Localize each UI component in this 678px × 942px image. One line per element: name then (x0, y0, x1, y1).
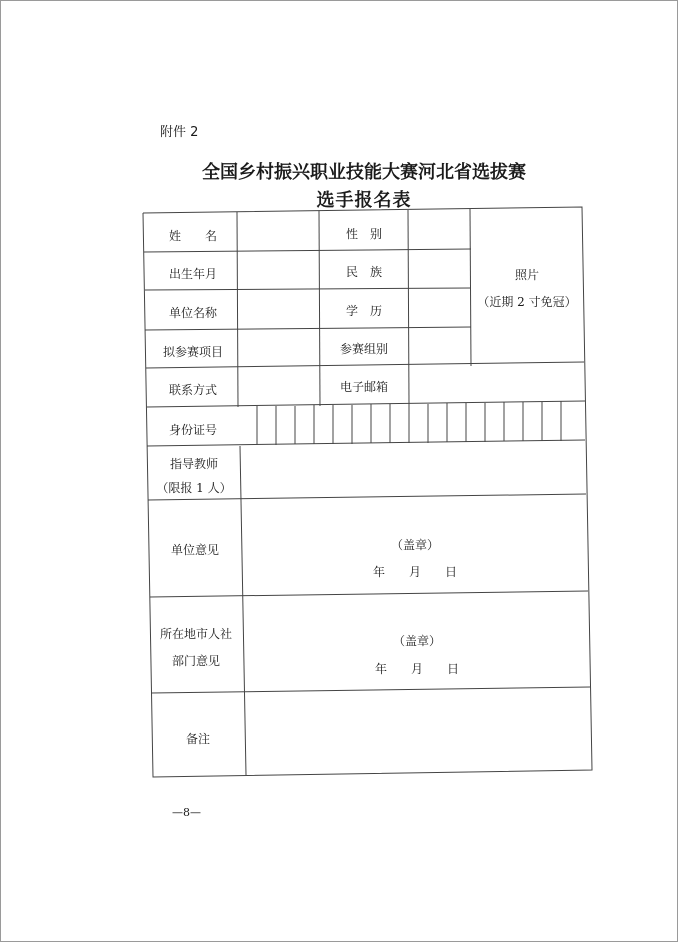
birth-label: 出生年月 (168, 267, 217, 281)
group-label: 参赛组别 (339, 342, 388, 356)
unit-seal: （盖章） (390, 538, 439, 552)
email-label: 电子邮箱 (339, 380, 388, 394)
attachment-label: 附件 2 (160, 125, 199, 140)
hr-seal: （盖章） (392, 634, 441, 648)
teacher-limit-label: （限报 1 人） (156, 481, 232, 495)
gender-label: 性 别 (345, 227, 382, 241)
contact-label: 联系方式 (168, 383, 217, 397)
remarks-label: 备注 (185, 732, 210, 746)
unit-opinion-label: 单位意见 (170, 543, 219, 557)
id-label: 身份证号 (168, 423, 217, 437)
hr-opinion-label-2: 部门意见 (171, 654, 220, 668)
photo-note: （近期 2 寸免冠） (477, 295, 577, 309)
photo-label: 照片 (514, 268, 539, 282)
hr-date: 年 月 日 (374, 662, 459, 676)
unit-label: 单位名称 (168, 306, 217, 320)
unit-date: 年 月 日 (372, 565, 457, 579)
ethnicity-label: 民 族 (345, 265, 382, 279)
name-label: 姓 名 (168, 229, 217, 243)
form-subtitle: 选手报名表 (316, 190, 412, 211)
hr-opinion-label: 所在地市人社 (159, 627, 232, 641)
form-title: 全国乡村振兴职业技能大赛河北省选拔赛 (202, 162, 526, 183)
teacher-label: 指导教师 (169, 457, 218, 471)
page-number: —8— (172, 806, 201, 819)
education-label: 学 历 (345, 304, 382, 318)
project-label: 拟参赛项目 (162, 345, 223, 359)
